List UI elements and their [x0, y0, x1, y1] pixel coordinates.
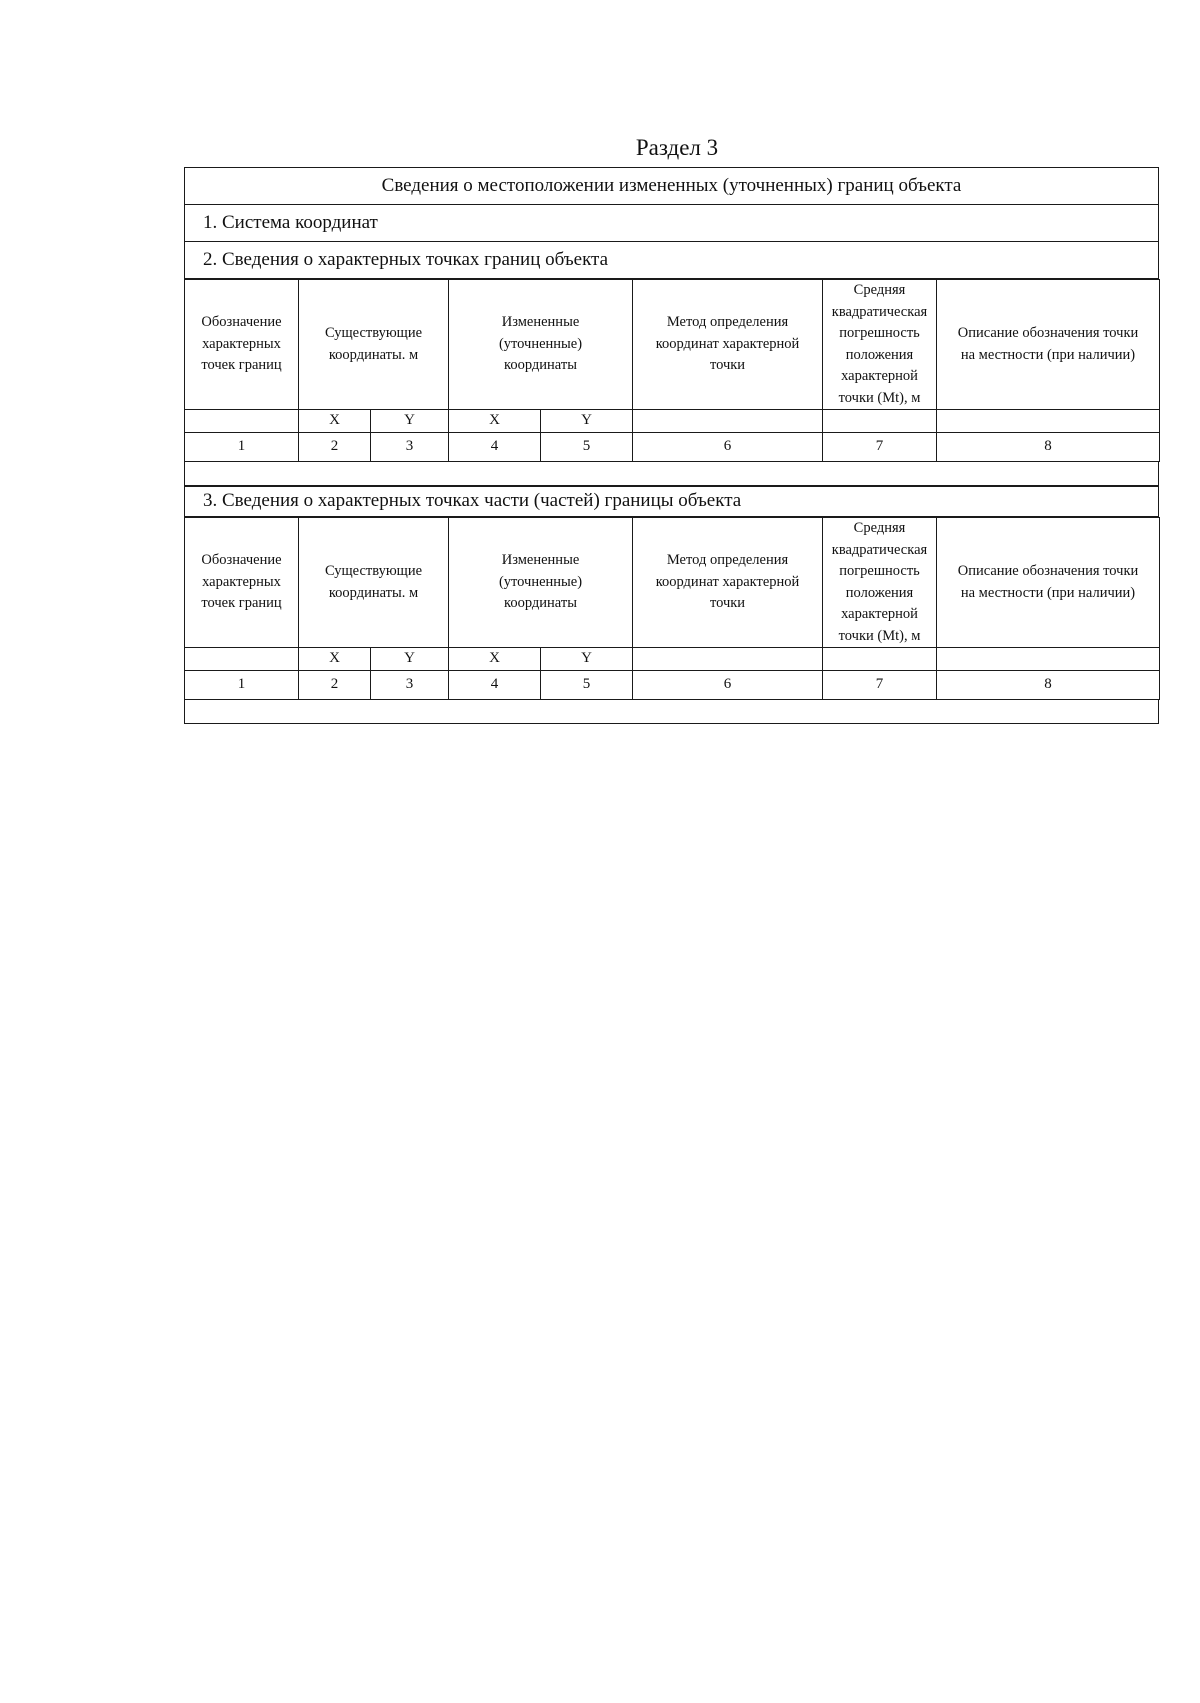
xy-cell-existing-y: Y [371, 648, 449, 671]
xy-cell-changed-y: Y [541, 410, 633, 433]
column-number: 2 [299, 433, 371, 462]
empty-data-row [184, 462, 1159, 486]
part-boundary-points-table [184, 517, 1160, 700]
xy-cell-empty [937, 410, 1160, 433]
xy-cell-empty [185, 410, 299, 433]
column-number: 1 [185, 433, 299, 462]
page-title: Раздел 3 [635, 135, 719, 160]
section-3-form [184, 167, 1159, 724]
xy-cell-changed-x: X [449, 648, 541, 671]
header-mean-square-error: Средняя квадратическая погрешность положения характерной точки (Mt), м [823, 280, 937, 410]
header-existing-coordinates: Существующие координаты. м [299, 518, 449, 648]
column-number: 7 [823, 433, 937, 462]
boundary-points-table [184, 279, 1160, 462]
xy-cell-empty [823, 410, 937, 433]
column-number: 5 [541, 671, 633, 700]
header-point-designation: Обозначение характерных точек границ [185, 280, 299, 410]
coordinate-system-row: 1. Система координат [184, 205, 1159, 242]
column-number: 7 [823, 671, 937, 700]
column-number: 5 [541, 433, 633, 462]
column-number: 4 [449, 433, 541, 462]
column-number: 8 [937, 433, 1160, 462]
column-number: 8 [937, 671, 1160, 700]
empty-data-row [184, 700, 1159, 724]
xy-cell-existing-x: X [299, 410, 371, 433]
xy-cell-empty [633, 648, 823, 671]
column-number: 3 [371, 433, 449, 462]
xy-cell-empty [633, 410, 823, 433]
header-point-designation: Обозначение характерных точек границ [185, 518, 299, 648]
header-determination-method: Метод определения координат характерной точки [633, 280, 823, 410]
header-point-description: Описание обозначения точки на местности (при наличии) [937, 518, 1160, 648]
section-heading: Сведения о местоположении измененных (уточненных) границ объекта [184, 167, 1159, 205]
xy-cell-empty [185, 648, 299, 671]
xy-cell-empty [823, 648, 937, 671]
xy-cell-existing-x: X [299, 648, 371, 671]
header-mean-square-error: Средняя квадратическая погрешность положения характерной точки (Mt), м [823, 518, 937, 648]
header-changed-coordinates: Измененные (уточненные) координаты [449, 280, 633, 410]
column-number: 6 [633, 433, 823, 462]
column-number: 2 [299, 671, 371, 700]
column-number: 1 [185, 671, 299, 700]
header-existing-coordinates: Существующие координаты. м [299, 280, 449, 410]
header-changed-coordinates: Измененные (уточненные) координаты [449, 518, 633, 648]
xy-cell-empty [937, 648, 1160, 671]
xy-cell-existing-y: Y [371, 410, 449, 433]
column-number: 3 [371, 671, 449, 700]
xy-cell-changed-y: Y [541, 648, 633, 671]
xy-cell-changed-x: X [449, 410, 541, 433]
part-boundary-points-heading: 3. Сведения о характерных точках части (частей) границы объекта [184, 486, 1159, 517]
column-number: 4 [449, 671, 541, 700]
column-number: 6 [633, 671, 823, 700]
boundary-points-heading: 2. Сведения о характерных точках границ объекта [184, 242, 1159, 279]
header-determination-method: Метод определения координат характерной точки [633, 518, 823, 648]
header-point-description: Описание обозначения точки на местности (при наличии) [937, 280, 1160, 410]
